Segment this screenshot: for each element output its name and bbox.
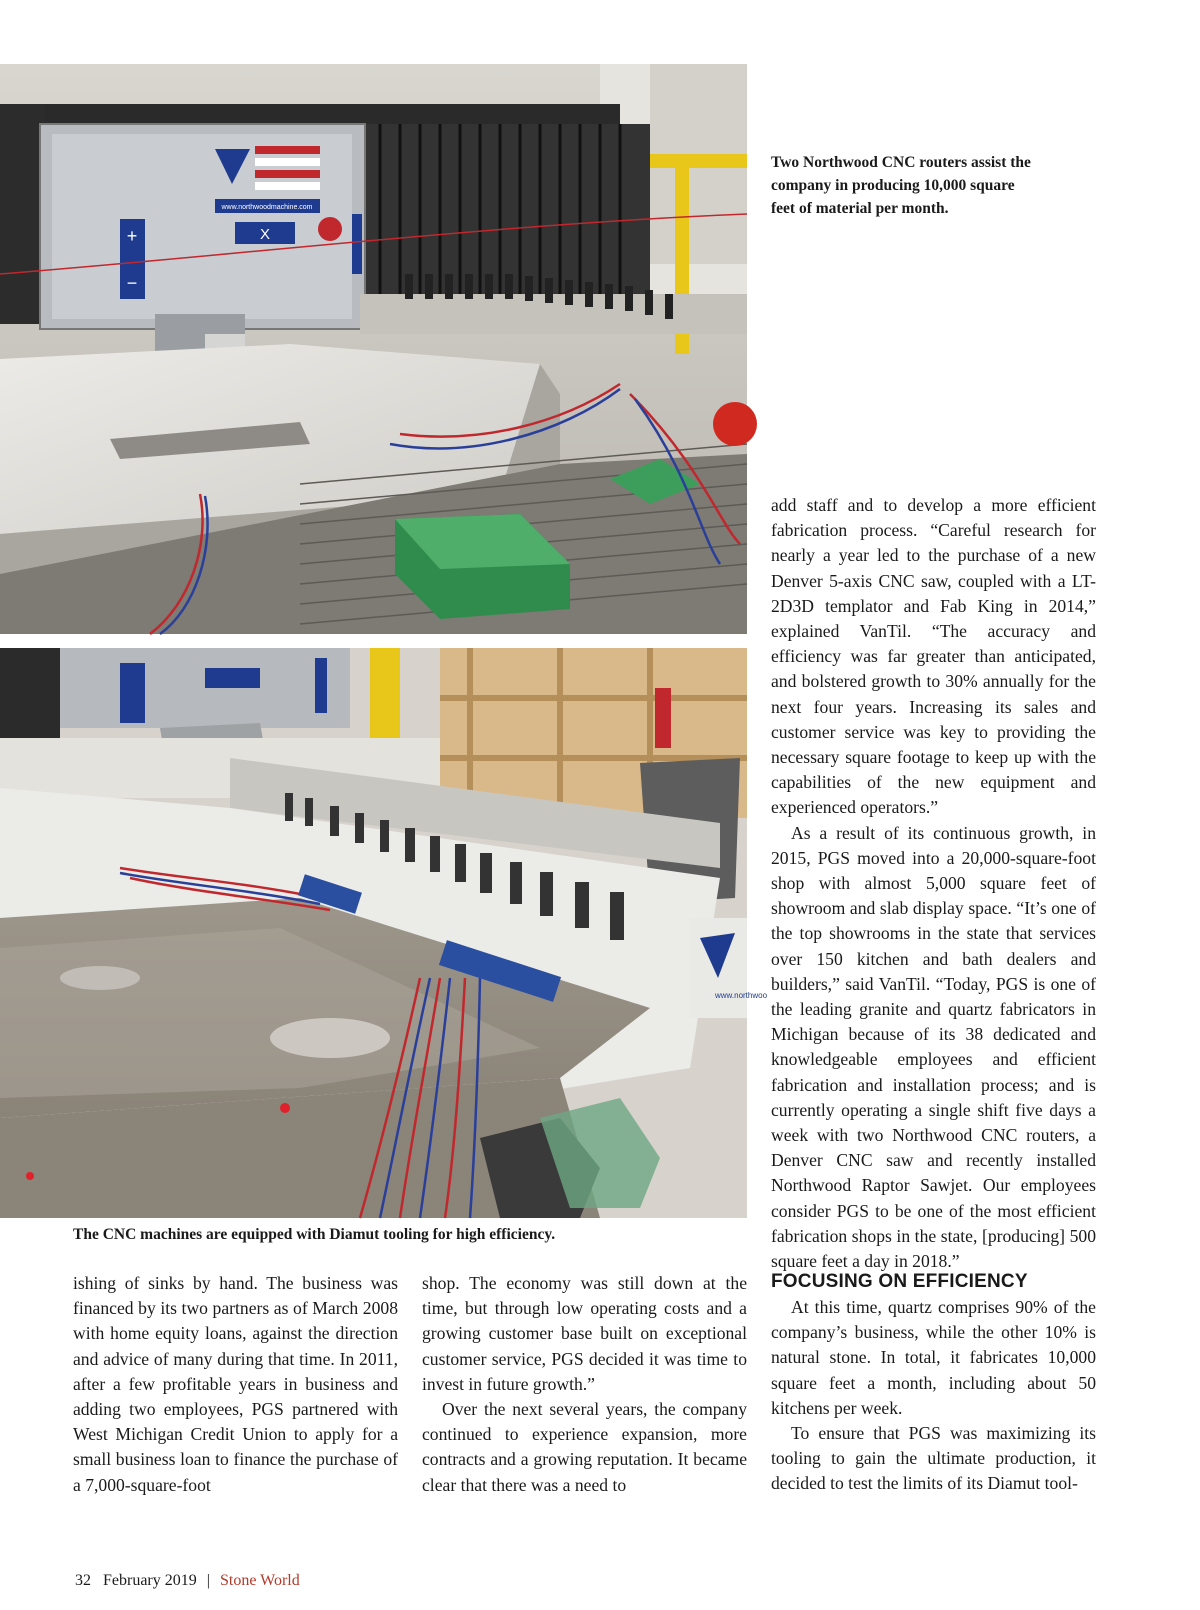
bottom-photo-illustration	[0, 648, 768, 1218]
issue-date: February 2019	[103, 1572, 197, 1589]
page-number: 32	[75, 1572, 91, 1589]
top-photo	[0, 64, 747, 634]
section-heading: FOCUSING ON EFFICIENCY	[771, 1271, 1028, 1292]
right-column-upper	[771, 493, 1096, 1274]
col2-paragraph-1: shop. The economy was still down at the time, but through low operating costs and a growing customer base built on exceptional customer service, PGS decided it was time to invest in future growth.”	[422, 1273, 747, 1394]
bottom-photo	[0, 648, 768, 1218]
bottom-photo-url-label: www.northwoo	[715, 991, 768, 1000]
col1-paragraph-1: ishing of sinks by hand. The business was financed by its two partners as of March 2008 with home equity loans, against the direction and advice of many during that time. In 2011, after a few profitable years in business and adding two employees, PGS partnered with West Michigan Credit Union to apply for a small business loan to finance the purchase of a 7,000-square-foot	[73, 1273, 398, 1495]
page-footer	[75, 1572, 300, 1590]
top-photo-minus: −	[126, 273, 138, 293]
footer-separator: |	[206, 1572, 210, 1589]
right-upper-paragraph-2: As a result of its continuous growth, in 2015, PGS moved into a 20,000-square-foot shop with almost 5,000 square feet of showroom and slab display space. “It’s one of the top showrooms in the state that services over 150 kitchen and bath dealers and builders,” said VanTil. “Today, PGS is one of the leading granite and quartz fabricators in Michigan because of its 38 dedicated and knowledgeable employees and efficient fabrication and installation process; and is currently operating a single shift five days a week with two Northwood CNC routers, a Denver CNC saw and recently installed Northwood Raptor Sawjet. Our employees consider PGS to be one of the most efficient fabrication shops in the state, [producing] 500 square feet a day in 2018.”	[771, 822, 1096, 1272]
top-photo-x-axis: X	[259, 226, 271, 243]
top-photo-plus: +	[126, 226, 138, 246]
col3-paragraph-2: To ensure that PGS was maximizing its tooling to gain the ultimate production, it decided to test the limits of its Diamut tool-	[771, 1423, 1096, 1494]
lower-column-2	[422, 1271, 747, 1498]
lower-column-1	[73, 1271, 398, 1498]
top-photo-caption: Two Northwood CNC routers assist the company in producing 10,000 square feet of material per month.	[771, 154, 1031, 217]
lower-column-3	[771, 1269, 1096, 1497]
magazine-name: Stone World	[219, 1572, 300, 1589]
bottom-photo-caption: The CNC machines are equipped with Diamut tooling for high efficiency.	[73, 1226, 556, 1243]
right-upper-paragraph-1: add staff and to develop a more efficient fabrication process. “Careful research for nearly a year led to the purchase of a new Denver 5-axis CNC saw, coupled with a LT-2D3D templator and Fab King in 2014,” explained VanTil. “The accuracy and efficiency was far greater than anticipated, and bolstered growth to 30% annually for the next four years. Increasing its sales and customer service was key to providing the necessary square footage to keep up with the capabilities of the new equipment and experienced operators.”	[771, 495, 1096, 818]
col3-paragraph-1: At this time, quartz comprises 90% of the company’s business, while the other 10% is natural stone. In total, it fabricates 10,000 square feet a month, including about 50 kitchens per week.	[771, 1297, 1096, 1418]
top-photo-url-label: www.northwoodmachine.com	[221, 204, 313, 211]
col2-paragraph-2: Over the next several years, the company continued to experience expansion, more contracts and a growing reputation. It became clear that there was a need to	[422, 1399, 747, 1495]
top-photo-illustration	[0, 64, 747, 634]
